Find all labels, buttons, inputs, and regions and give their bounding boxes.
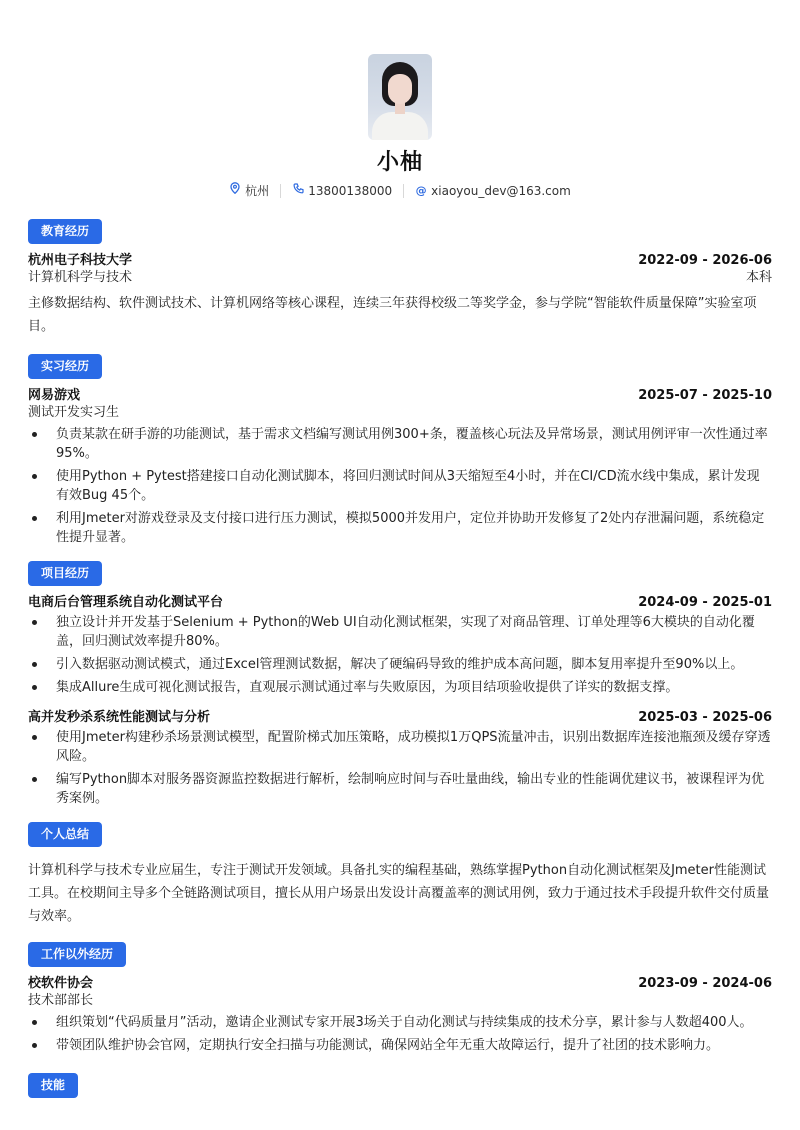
list-item: 利用Jmeter对游戏登录及支付接口进行压力测试，模拟5000并发用户，定位并协助开发修复了2处内存泄漏问题，系统稳定性提升显著。	[28, 509, 772, 547]
list-item: 编写Python脚本对服务器资源监控数据进行解析，绘制响应时间与吞吐量曲线，输出专业的性能调优建议书，被课程评为优秀案例。	[28, 770, 772, 808]
at-sign-icon: @	[415, 184, 427, 197]
project-date: 2024-09 - 2025-01	[638, 595, 772, 610]
section-heading-education: 教育经历	[28, 219, 102, 244]
extracurricular-header-row	[28, 975, 772, 992]
internship-date: 2025-07 - 2025-10	[638, 388, 772, 403]
contact-bar	[0, 182, 800, 200]
job-role: 测试开发实习生	[28, 405, 120, 420]
resume-header	[0, 54, 800, 200]
contact-email[interactable]	[415, 182, 571, 200]
section-heading-projects: 项目经历	[28, 561, 102, 586]
photo-body	[372, 112, 428, 140]
location-pin-icon	[229, 182, 241, 200]
degree: 本科	[745, 270, 772, 285]
contact-phone-text: 13800138000	[308, 184, 393, 198]
section-heading-extracurricular: 工作以外经历	[28, 942, 126, 967]
education-section	[28, 219, 772, 338]
list-item: 集成Allure生成可视化测试报告，直观展示测试通过率与失败原因，为项目结项验收提供了详实的数据支撑。	[28, 678, 772, 697]
project-name: 高并发秒杀系统性能测试与分析	[28, 710, 211, 725]
education-description: 主修数据结构、软件测试技术、计算机网络等核心课程，连续三年获得校级二等奖学金，参与学院“智能软件质量保障”实验室项目。	[28, 296, 757, 334]
organization-name: 校软件协会	[28, 976, 94, 991]
education-header-row	[28, 252, 772, 269]
list-item: 带领团队维护协会官网，定期执行安全扫描与功能测试，确保网站全年无重大故障运行，提升了社团的技术影响力。	[28, 1036, 772, 1055]
phone-icon	[292, 182, 304, 200]
list-item: 独立设计并开发基于Selenium + Python的Web UI自动化测试框架，实现了对商品管理、订单处理等6大模块的自动化覆盖，回归测试效率提升80%。	[28, 613, 772, 651]
internship-header-row	[28, 387, 772, 404]
list-item: 使用Jmeter构建秒杀场景测试模型，配置阶梯式加压策略，成功模拟1万QPS流量冲击，识别出数据库连接池瓶颈及缓存穿透风险。	[28, 728, 772, 766]
project-bullets	[28, 613, 772, 697]
list-item: 引入数据驱动测试模式，通过Excel管理测试数据，解决了硬编码导致的维护成本高问题，脚本复用率提升至90%以上。	[28, 655, 772, 674]
internship-role-row	[28, 404, 772, 421]
project-name: 电商后台管理系统自动化测试平台	[28, 595, 224, 610]
skills-section	[28, 1073, 772, 1106]
contact-email-text: xiaoyou_dev@163.com	[431, 184, 571, 198]
project-entry	[28, 709, 772, 808]
contact-location	[229, 182, 269, 200]
photo-face	[388, 74, 412, 104]
extracurricular-bullets	[28, 1013, 772, 1055]
contact-location-text: 杭州	[245, 184, 270, 198]
list-item: 使用Python + Pytest搭建接口自动化测试脚本，将回归测试时间从3天缩短至4小时，并在CI/CD流水线中集成，累计发现有效Bug 45个。	[28, 467, 772, 505]
project-date: 2025-03 - 2025-06	[638, 710, 772, 725]
education-date: 2022-09 - 2026-06	[638, 253, 772, 268]
contact-divider	[403, 184, 404, 198]
company-name: 网易游戏	[28, 388, 81, 403]
contact-divider	[280, 184, 281, 198]
section-heading-internship: 实习经历	[28, 354, 102, 379]
summary-section	[28, 822, 772, 928]
resume-content	[28, 219, 772, 1120]
list-item: 组织策划“代码质量月”活动，邀请企业测试专家开展3场关于自动化测试与持续集成的技术分享，累计参与人数超400人。	[28, 1013, 772, 1032]
project-entry	[28, 594, 772, 697]
project-header-row	[28, 594, 772, 611]
list-item: 负责某款在研手游的功能测试，基于需求文档编写测试用例300+条，覆盖核心玩法及异常场景，测试用例评审一次性通过率95%。	[28, 425, 772, 463]
education-sub-row	[28, 269, 772, 286]
extracurricular-section	[28, 942, 772, 1055]
internship-bullets	[28, 425, 772, 547]
extracurricular-date: 2023-09 - 2024-06	[638, 976, 772, 991]
contact-phone[interactable]	[292, 182, 392, 200]
extracurricular-role-row	[28, 992, 772, 1009]
summary-text: 计算机科学与技术专业应届生，专注于测试开发领域。具备扎实的编程基础，熟练掌握Python自动化测试框架及Jmeter性能测试工具。在校期间主导多个全链路测试项目，擅长从用户场景出发设计高覆盖率的测试用例，致力于通过技术手段提升软件交付质量与效率。	[28, 863, 770, 924]
org-role: 技术部部长	[28, 993, 94, 1008]
profile-photo	[368, 54, 432, 140]
internship-section	[28, 354, 772, 547]
projects-section	[28, 561, 772, 808]
school-name: 杭州电子科技大学	[28, 253, 133, 268]
project-bullets	[28, 728, 772, 808]
major: 计算机科学与技术	[28, 270, 133, 285]
section-heading-summary: 个人总结	[28, 822, 102, 847]
section-heading-skills: 技能	[28, 1073, 78, 1098]
candidate-name: 小柚	[376, 150, 423, 175]
project-header-row	[28, 709, 772, 726]
